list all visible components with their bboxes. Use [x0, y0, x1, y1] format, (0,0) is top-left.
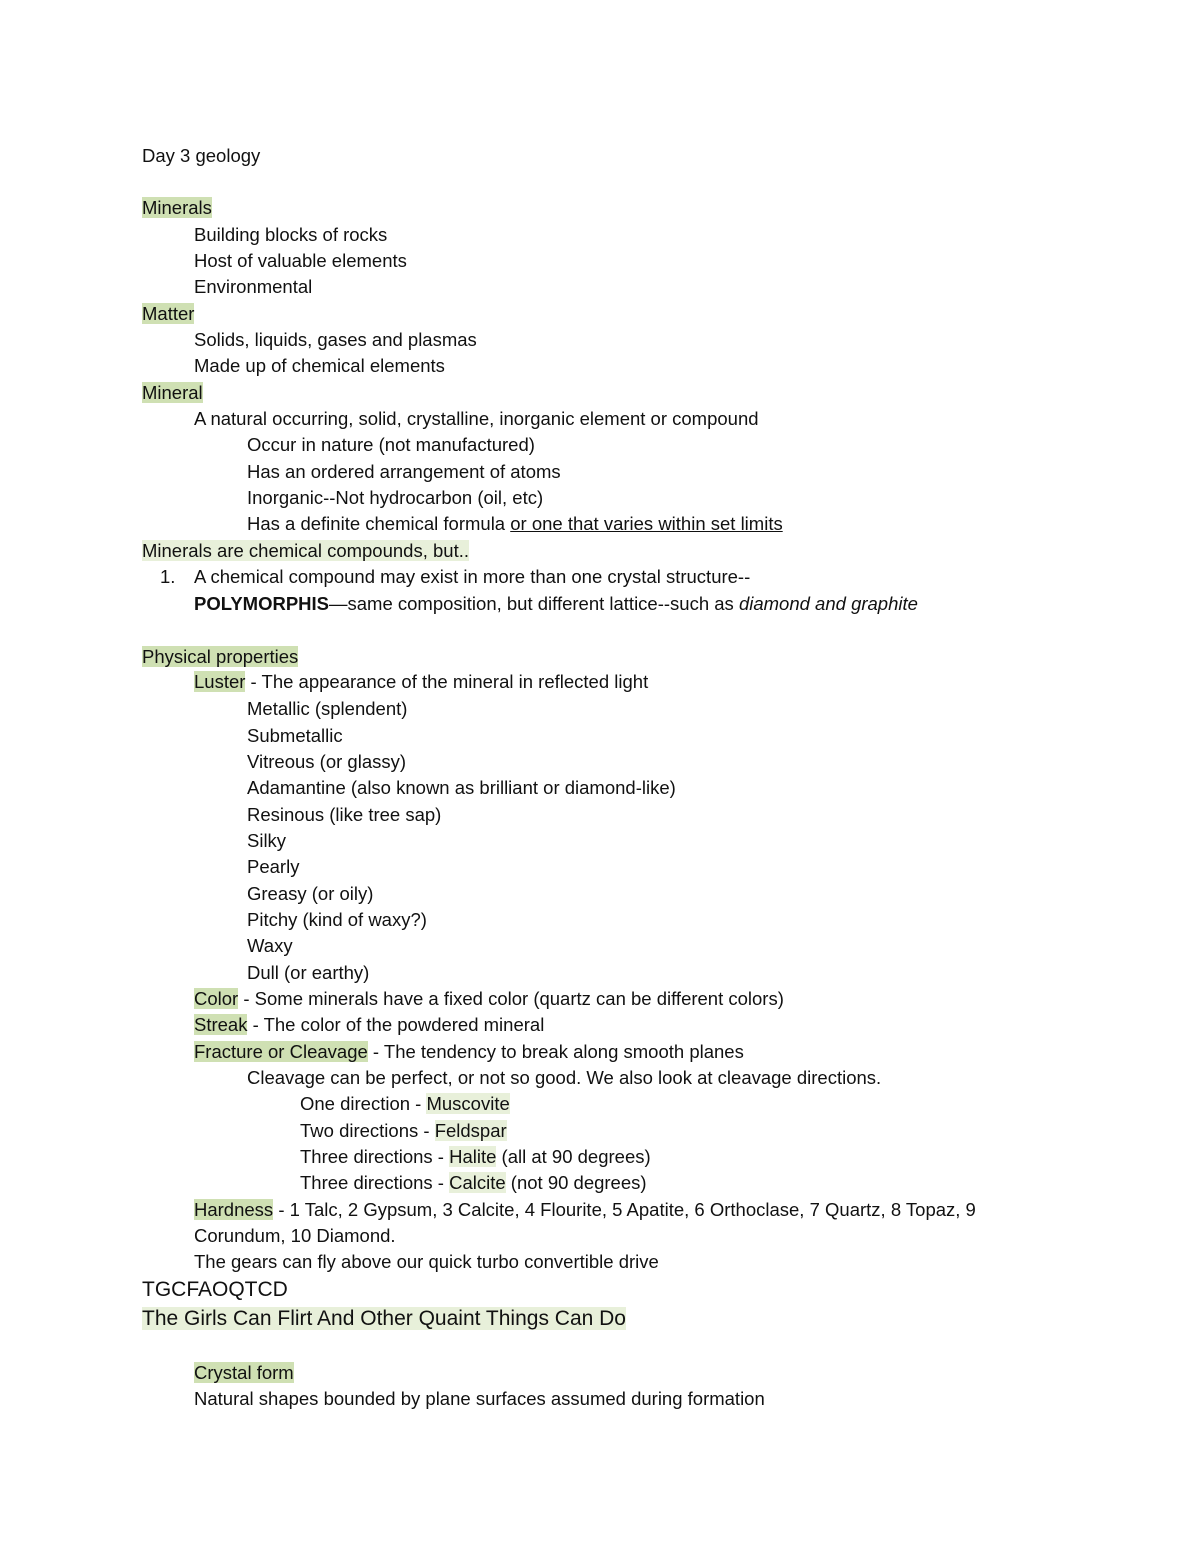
luster-type: Vitreous (or glassy)	[247, 751, 407, 772]
matter-item: Solids, liquids, gases and plasmas	[194, 329, 477, 350]
mineral-point: Occur in nature (not manufactured)	[247, 434, 535, 455]
minerals-item: Environmental	[194, 276, 313, 297]
luster-type: Submetallic	[247, 725, 343, 746]
page-title: Day 3 geology	[142, 145, 261, 166]
matter-heading: Matter	[142, 303, 195, 324]
mineral-point: Has an ordered arrangement of atoms	[247, 461, 561, 482]
luster-type: Resinous (like tree sap)	[247, 804, 442, 825]
cleavage-note: Cleavage can be perfect, or not so good. We also look at cleavage directions.	[247, 1067, 882, 1088]
mnemonic-2: The Girls Can Flirt And Other Quaint Things Can Do	[142, 1307, 626, 1330]
matter-item: Made up of chemical elements	[194, 355, 445, 376]
list-number: 1.	[160, 566, 176, 587]
polymorph-line: POLYMORPHIS—same composition, but different lattice--such as diamond and graphite	[194, 593, 918, 614]
mineral-definition: A natural occurring, solid, crystalline, inorganic element or compound	[194, 408, 759, 429]
cleavage-item: Two directions - Feldspar	[300, 1120, 507, 1141]
crystal-text: Natural shapes bounded by plane surfaces assumed during formation	[194, 1388, 765, 1409]
luster-type: Pearly	[247, 856, 300, 877]
color-line: Color - Some minerals have a fixed color (quartz can be different colors)	[194, 988, 784, 1009]
acronym: TGCFAOQTCD	[142, 1278, 288, 1301]
luster-type: Adamantine (also known as brilliant or diamond-like)	[247, 777, 676, 798]
crystal-heading: Crystal form	[194, 1362, 294, 1383]
minerals-item: Host of valuable elements	[194, 250, 407, 271]
physical-heading: Physical properties	[142, 646, 299, 667]
minerals-item: Building blocks of rocks	[194, 224, 388, 245]
luster-type: Pitchy (kind of waxy?)	[247, 909, 427, 930]
luster-type: Dull (or earthy)	[247, 962, 370, 983]
cleavage-item: Three directions - Calcite (not 90 degrees)	[300, 1172, 647, 1193]
cleavage-item: Three directions - Halite (all at 90 degrees)	[300, 1146, 651, 1167]
luster-type: Silky	[247, 830, 287, 851]
luster-line: Luster - The appearance of the mineral in reflected light	[194, 671, 649, 692]
mineral-point: Inorganic--Not hydrocarbon (oil, etc)	[247, 487, 544, 508]
mnemonic-1: The gears can fly above our quick turbo convertible drive	[194, 1251, 659, 1272]
hardness-cont: Corundum, 10 Diamond.	[194, 1225, 396, 1246]
mineral-heading: Mineral	[142, 382, 203, 403]
hardness-line: Hardness - 1 Talc, 2 Gypsum, 3 Calcite, 4 Flourite, 5 Apatite, 6 Orthoclase, 7 Quartz, 8 Topaz, 9	[194, 1199, 976, 1220]
minerals-heading: Minerals	[142, 197, 212, 218]
streak-line: Streak - The color of the powdered mineral	[194, 1014, 545, 1035]
fracture-line: Fracture or Cleavage - The tendency to break along smooth planes	[194, 1041, 744, 1062]
mineral-formula: Has a definite chemical formula or one that varies within set limits	[247, 513, 783, 534]
luster-type: Greasy (or oily)	[247, 883, 374, 904]
compounds-heading: Minerals are chemical compounds, but..	[142, 540, 469, 561]
luster-type: Metallic (splendent)	[247, 698, 408, 719]
luster-type: Waxy	[247, 935, 293, 956]
compounds-item: A chemical compound may exist in more than one crystal structure--	[194, 566, 751, 587]
cleavage-item: One direction - Muscovite	[300, 1093, 510, 1114]
